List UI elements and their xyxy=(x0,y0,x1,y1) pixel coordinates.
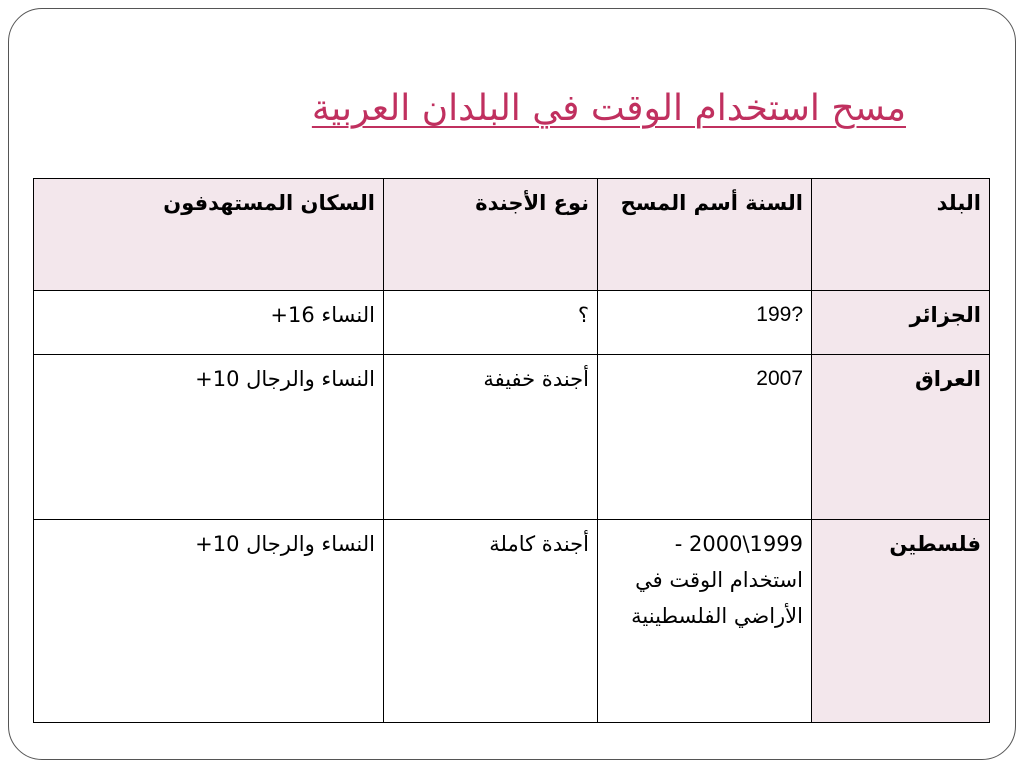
year-value: 2007 xyxy=(756,367,803,390)
population-value: النساء والرجال 10+ xyxy=(195,367,375,391)
year-value: 199? xyxy=(756,303,803,326)
cell-country: العراق xyxy=(812,355,990,520)
header-target-population: السكان المستهدفون xyxy=(34,179,384,291)
population-value: النساء والرجال 10+ xyxy=(195,532,375,556)
cell-agenda: أجندة كاملة xyxy=(384,520,598,723)
slide-title: مسح استخدام الوقت في البلدان العربية xyxy=(311,88,906,129)
cell-year xyxy=(598,355,812,520)
table-row xyxy=(34,355,990,520)
cell-country: الجزائر xyxy=(812,291,990,355)
header-country: البلد xyxy=(812,179,990,291)
cell-country: فلسطين xyxy=(812,520,990,723)
header-agenda-type: نوع الأجندة xyxy=(384,179,598,291)
cell-population xyxy=(34,520,384,723)
table-header-row xyxy=(34,179,990,291)
cell-population xyxy=(34,355,384,520)
survey-table xyxy=(33,178,990,723)
cell-year xyxy=(598,520,812,723)
cell-population xyxy=(34,291,384,355)
table-row xyxy=(34,291,990,355)
header-survey-year: السنة أسم المسح xyxy=(598,179,812,291)
population-value: النساء 16+ xyxy=(270,303,375,327)
cell-agenda: أجندة خفيفة xyxy=(384,355,598,520)
year-value: 1999\2000 - استخدام الوقت في الأراضي الفلسطينية xyxy=(631,532,803,628)
table-row xyxy=(34,520,990,723)
cell-year xyxy=(598,291,812,355)
cell-agenda: ؟ xyxy=(384,291,598,355)
